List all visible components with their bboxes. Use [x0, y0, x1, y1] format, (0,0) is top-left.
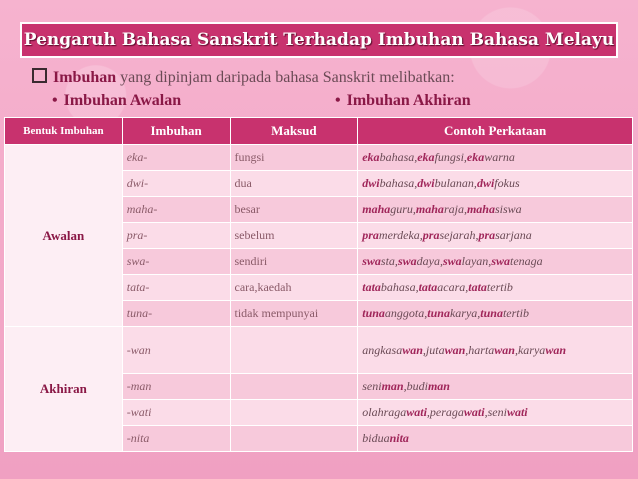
maksud-cell: sendiri: [230, 249, 358, 275]
bullet-akhiran: [335, 92, 471, 110]
bullet-dot-icon: •: [52, 92, 58, 109]
contoh-cell: tunaanggota,tunakarya,tunatertib: [358, 301, 633, 327]
contoh-cell: olahragawati,peragawati,seniwati: [358, 400, 633, 426]
slide-title-bar: [20, 22, 618, 58]
maksud-cell: sebelum: [230, 223, 358, 249]
maksud-cell: besar: [230, 197, 358, 223]
contoh-cell: dwibahasa,dwibulanan,dwifokus: [358, 171, 633, 197]
imbuhan-cell: tata-: [122, 275, 230, 301]
contoh-cell: biduanita: [358, 426, 633, 452]
contoh-cell: angkasawan,jutawan,hartawan,karyawan: [358, 327, 633, 374]
header-bentuk-imbuhan: Bentuk Imbuhan: [5, 118, 123, 145]
imbuhan-cell: -wan: [122, 327, 230, 374]
imbuhan-cell: swa-: [122, 249, 230, 275]
slide-title: Pengaruh Bahasa Sanskrit Terhadap Imbuhan Bahasa Melayu: [23, 30, 615, 50]
intro-highlight: Imbuhan: [53, 69, 117, 86]
imbuhan-table: [4, 117, 633, 452]
header-contoh-perkataan: Contoh Perkataan: [358, 118, 633, 145]
contoh-cell: swasta,swadaya,swalayan,swatenaga: [358, 249, 633, 275]
imbuhan-cell: -wati: [122, 400, 230, 426]
contoh-cell: pramerdeka,prasejarah,prasarjana: [358, 223, 633, 249]
imbuhan-cell: pra-: [122, 223, 230, 249]
contoh-cell: ekabahasa,ekafungsi,ekawarna: [358, 145, 633, 171]
maksud-cell: [230, 400, 358, 426]
checkbox-bullet-icon: [32, 68, 47, 83]
bullet-label: Imbuhan Awalan: [63, 92, 182, 109]
imbuhan-cell: eka-: [122, 145, 230, 171]
maksud-cell: [230, 426, 358, 452]
imbuhan-cell: -man: [122, 374, 230, 400]
bullet-dot-icon: •: [335, 92, 341, 109]
header-imbuhan: Imbuhan: [122, 118, 230, 145]
imbuhan-cell: tuna-: [122, 301, 230, 327]
group-label: Awalan: [5, 145, 123, 327]
table-row: [5, 145, 633, 171]
imbuhan-cell: maha-: [122, 197, 230, 223]
imbuhan-cell: -nita: [122, 426, 230, 452]
maksud-cell: [230, 327, 358, 374]
group-label: Akhiran: [5, 327, 123, 452]
intro-line: [32, 68, 455, 87]
contoh-cell: tatabahasa,tataacara,tatatertib: [358, 275, 633, 301]
maksud-cell: dua: [230, 171, 358, 197]
maksud-cell: fungsi: [230, 145, 358, 171]
maksud-cell: [230, 374, 358, 400]
table-header-row: [5, 118, 633, 145]
maksud-cell: tidak mempunyai: [230, 301, 358, 327]
contoh-cell: seniman,budiman: [358, 374, 633, 400]
maksud-cell: cara,kaedah: [230, 275, 358, 301]
bullet-awalan: [52, 92, 181, 110]
imbuhan-cell: dwi-: [122, 171, 230, 197]
intro-text: yang dipinjam daripada bahasa Sanskrit melibatkan:: [116, 69, 455, 86]
table-row: [5, 327, 633, 374]
contoh-cell: mahaguru,maharaja,mahasiswa: [358, 197, 633, 223]
bullet-label: Imbuhan Akhiran: [346, 92, 471, 109]
header-maksud: Maksud: [230, 118, 358, 145]
